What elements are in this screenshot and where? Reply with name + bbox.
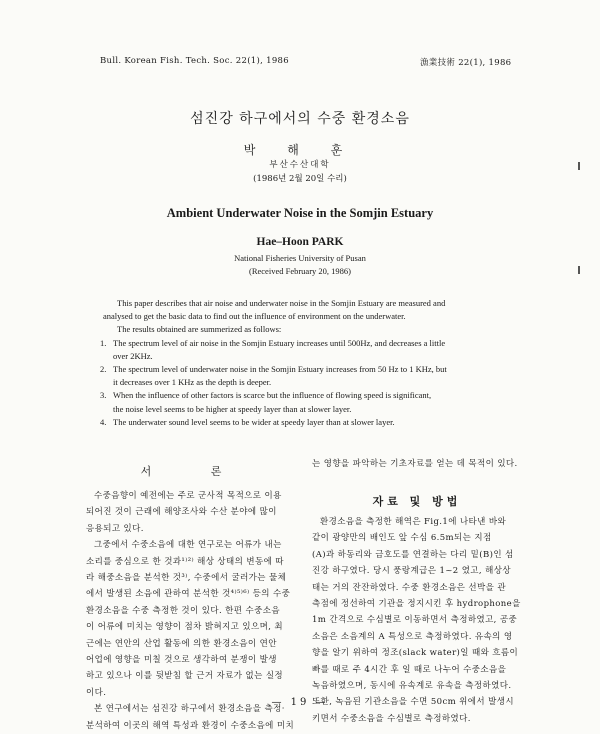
body-line: 그중에서 수중소음에 대한 연구로는 어류가 내는	[94, 540, 282, 551]
body-line: 하고 있으나 이를 뒷받침 할 근거 자료가 없는 실정	[86, 671, 284, 682]
item-text: The spectrum level of underwater noise in the Somjin Estuary increases from 50 Hz to 1 KHz, but	[113, 364, 447, 375]
body-line: 되어진 것이 근래에 해양조사와 수산 분야에 많이	[86, 507, 277, 518]
body-line: 향을 알기 위하여 정조(slack water)일 때와 흐름이	[312, 648, 519, 659]
body-line: 분석하여 이곳의 해역 특성과 환경이 수중소음에 미치	[86, 720, 295, 731]
item-text: the noise level seems to be higher at speedy layer than at slower layer.	[113, 403, 352, 414]
item-number: 4.	[100, 416, 107, 427]
body-line: 라 해중소음을 분석한 것³⁾, 수중에서 굴러가는 물체	[86, 573, 287, 584]
body-line: 수중음향이 예전에는 주로 군사적 목적으로 이용	[94, 491, 282, 501]
body-line: 에서 발생된 소음에 관하여 분석한 것⁴⁾⁵⁾⁶⁾ 등의 수중	[86, 589, 291, 600]
section-heading-materials-methods	[312, 490, 522, 509]
abstract-item	[100, 389, 513, 415]
body-line: 빠를 때로 주 4시간 후 일 때로 나누어 수중소음을	[312, 664, 507, 675]
section-heading-text: 자료 및 방법	[372, 495, 462, 508]
continued-text	[312, 456, 532, 472]
abstract-item	[100, 337, 513, 363]
korean-received-date: (1986년 2월 20일 수리)	[253, 174, 347, 184]
body-line: 응용되고 있다.	[86, 523, 144, 534]
item-number: 2.	[100, 364, 107, 375]
english-received-date: (Received February 20, 1986)	[249, 266, 351, 276]
abstract-line: This paper describes that air noise and underwater noise in the Somjin Estuary are measured and	[117, 298, 446, 308]
item-text: over 2KHz.	[113, 350, 153, 361]
body-line: 같이 광양만의 배인도 앞 수심 6.5m되는 지점	[312, 533, 492, 544]
body-line: 는 영향을 파악하는 기초자료를 얻는 데 목적이 있다.	[312, 459, 518, 469]
body-line: 진강 하구였다. 당시 풍랑계급은 1~2 였고, 해상상	[312, 566, 511, 577]
item-text: The spectrum level of air noise in the Somjin Estuary increases until 500Hz, and decreases a little	[113, 337, 446, 348]
margin-mark	[578, 266, 580, 274]
journal-citation-right: 漁業技術 22(1), 1986	[420, 58, 512, 68]
body-line: 이다.	[86, 687, 107, 698]
body-line: 이 어류에 미치는 영향이 점차 밝혀지고 있으며, 최	[86, 622, 284, 633]
abstract	[100, 297, 513, 429]
abstract-item	[100, 416, 513, 429]
journal-citation-left: Bull. Korean Fish. Tech. Soc. 22(1), 1986	[100, 56, 289, 66]
abstract-line: analysed to get the basic data to find out the influence of environment on the underwater.	[103, 311, 406, 322]
item-number: 1.	[100, 337, 107, 348]
body-line: 태는 거의 잔잔하였다. 수중 환경소음은 선박을 관	[312, 582, 506, 593]
abstract-line: The results obtained are summerized as follows:	[117, 324, 282, 335]
abstract-item	[100, 363, 513, 389]
body-line: 키면서 수중소음을 수심별로 측정하였다.	[312, 713, 471, 724]
english-affiliation: National Fisheries University of Pusan	[234, 253, 366, 263]
body-line: (A)과 하동리와 금호도를 연결하는 다리 밑(B)인 섬	[312, 549, 514, 560]
korean-title: 섬진강 하구에서의 수중 환경소음	[190, 111, 410, 127]
section-heading-text: 서 론	[140, 465, 250, 478]
body-line: 소음은 소음계의 A 특성으로 측정하였다. 유속의 영	[312, 631, 513, 642]
body-line: 근에는 연안의 산업 활동에 의한 환경소음이 연안	[86, 638, 277, 649]
item-text: it decreases over 1 KHz as the depth is deeper.	[113, 377, 272, 388]
korean-affiliation: 부산수산대학	[269, 160, 331, 170]
margin-mark	[578, 162, 580, 170]
body-line: 소리를 중심으로 한 것과¹⁾²⁾ 해상 상태의 변동에 따	[86, 556, 284, 567]
item-text: The underwater sound level seems to be wider at speedy layer than at slower layer.	[113, 416, 395, 427]
korean-author: 박 해 훈	[243, 143, 357, 157]
page-number: — 19 —	[271, 697, 329, 708]
english-author: Hae–Hoon PARK	[256, 236, 344, 248]
body-line: 녹음하였으며, 동시에 유속계로 유속을 측정하였다.	[312, 681, 512, 692]
item-number: 3.	[100, 390, 107, 401]
item-text: When the influence of other factors is scarce but the influence of flowing speed is significant,	[113, 390, 432, 401]
materials-methods-body	[312, 514, 534, 727]
body-line: 1m 간격으로 수심별로 이동하면서 측정하였고, 공중	[312, 615, 518, 626]
english-title: Ambient Underwater Noise in the Somjin Estuary	[166, 206, 434, 220]
body-line: 환경소음을 수중 측정한 것이 있다. 한편 수중소음	[86, 605, 280, 616]
section-heading-introduction	[90, 460, 300, 479]
body-line: 본 연구에서는 섬진강 하구에서 환경소음을 측정·	[94, 704, 285, 715]
body-line: 어업에 영향을 미칠 것으로 생각하여 분쟁이 발생	[86, 655, 277, 666]
body-line: 측점에 정선하여 기관을 정지시킨 후 hydrophone을	[312, 599, 521, 610]
body-line: 또한, 녹음된 기관소음을 수면 50cm 위에서 발생시	[312, 697, 514, 708]
body-line: 환경소음을 측정한 해역은 Fig.1에 나타낸 바와	[320, 517, 507, 527]
